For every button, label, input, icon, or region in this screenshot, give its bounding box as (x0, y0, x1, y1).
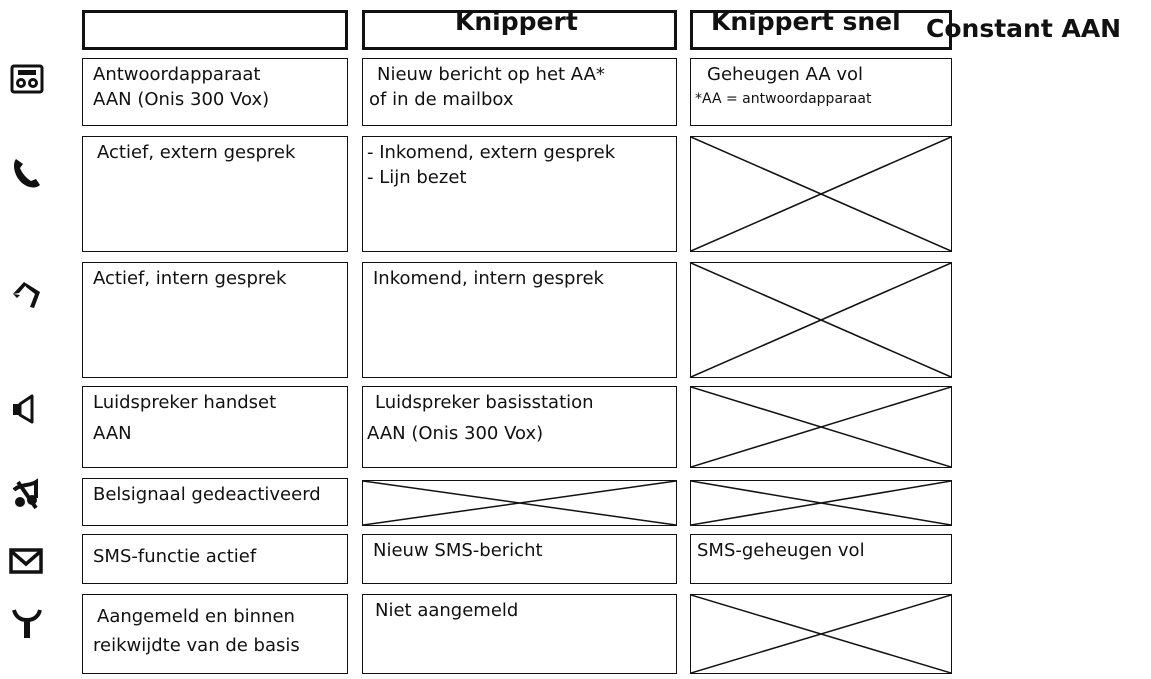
row5-col3-empty-cell (690, 480, 952, 526)
row3-col2-line1: Inkomend, intern gesprek (373, 268, 604, 289)
header-col3-label: Knippert snel (711, 7, 901, 36)
row6-col2-line1: Nieuw SMS-bericht (373, 540, 543, 561)
row7-col1-line2: reikwijdte van de basis (93, 635, 300, 656)
row3-col2-cell (362, 262, 677, 378)
row5-col2-empty-cell (362, 480, 677, 526)
row6-col3-line1: SMS-geheugen vol (697, 540, 865, 561)
ringer-off-icon (10, 478, 44, 512)
row5-col1-cell (82, 478, 348, 526)
row2-col2-line1: - Inkomend, extern gesprek (367, 142, 616, 163)
header-constant-aan: Constant AAN (926, 14, 1122, 43)
row1-col2-line1: Nieuw bericht op het AA* (377, 64, 605, 85)
row1-col3-line2: *AA = antwoordapparaat (695, 91, 872, 107)
row6-col2-cell (362, 534, 677, 584)
row4-col1-line2: AAN (93, 423, 132, 444)
row1-col1-line1: Antwoordapparaat (93, 64, 261, 85)
row2-col2-line2: - Lijn bezet (367, 167, 467, 188)
row2-col1-cell (82, 136, 348, 252)
row3-col1-cell (82, 262, 348, 378)
row4-col3-empty-cell (690, 386, 952, 468)
row1-col3-cell (690, 58, 952, 126)
row2-col2-cell (362, 136, 677, 252)
row4-col1-line1: Luidspreker handset (93, 392, 277, 413)
row7-col1-cell (82, 594, 348, 674)
row4-col2-cell (362, 386, 677, 468)
row7-col3-empty-cell (690, 594, 952, 674)
row1-col2-cell (362, 58, 677, 126)
antenna-icon (10, 606, 44, 640)
header-empty-cell (82, 10, 348, 50)
row2-col3-empty-cell (690, 136, 952, 252)
row1-col2-line2: of in de mailbox (369, 89, 514, 110)
row6-col3-cell (690, 534, 952, 584)
row4-col1-cell (82, 386, 348, 468)
row6-col1-cell (82, 534, 348, 584)
row4-col2-line1: Luidspreker basisstation (375, 392, 594, 413)
row3-col1-line1: Actief, intern gesprek (93, 268, 287, 289)
envelope-icon (9, 544, 43, 578)
speaker-icon (10, 392, 44, 426)
row1-col1-cell (82, 58, 348, 126)
row7-col2-line1: Niet aangemeld (375, 600, 519, 621)
phone-handset-icon (10, 156, 44, 190)
row1-col1-line2: AAN (Onis 300 Vox) (93, 89, 270, 110)
row5-col1-line1: Belsignaal gedeactiveerd (93, 484, 321, 505)
row7-col2-cell (362, 594, 677, 674)
row6-col1-line1: SMS-functie actief (93, 546, 257, 567)
row1-col3-line1: Geheugen AA vol (707, 64, 864, 85)
row3-col3-empty-cell (690, 262, 952, 378)
row7-col1-line1: Aangemeld en binnen (97, 606, 295, 627)
row2-col1-line1: Actief, extern gesprek (97, 142, 296, 163)
header-col2-label: Knippert (455, 7, 578, 36)
answering-machine-icon (10, 62, 44, 96)
header-knippert (362, 7, 677, 50)
header-knippert-snel (690, 7, 952, 50)
row4-col2-line2: AAN (Onis 300 Vox) (367, 423, 544, 444)
intercom-icon (10, 278, 44, 312)
